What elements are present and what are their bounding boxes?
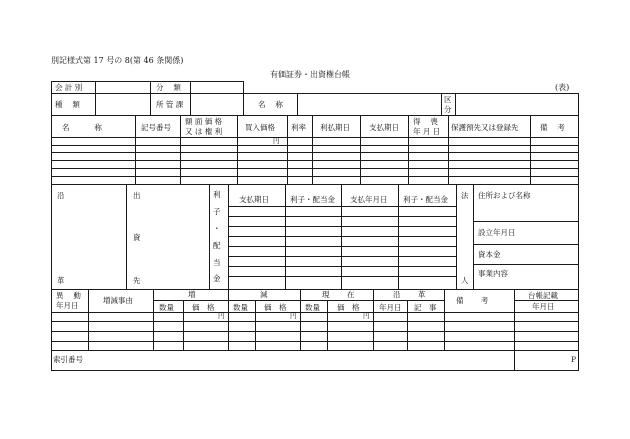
rule [228, 276, 456, 277]
rule [228, 289, 229, 350]
col-shihara: 支払期日 [369, 123, 399, 132]
rule [153, 289, 154, 350]
rule [135, 115, 136, 185]
rishi-char: 当 [213, 257, 221, 267]
sakuin-bango: 索引番号 [53, 355, 83, 364]
rule [327, 300, 328, 350]
col-rishi-haito-1: 利子・配当金 [290, 195, 335, 204]
rule [51, 184, 579, 185]
rule [287, 115, 288, 185]
enkaku-top: 沿 [57, 191, 65, 200]
rule [255, 300, 256, 350]
rule [51, 160, 579, 161]
sub-kakaku-gen: 価 格 [264, 303, 287, 312]
col-kigo: 記号番号 [141, 123, 171, 132]
rule [514, 300, 578, 301]
ido-1: 異 動 [56, 291, 81, 300]
rule [228, 246, 456, 247]
rule [448, 115, 449, 185]
rule [473, 221, 578, 222]
enkaku-bottom: 革 [57, 276, 65, 285]
rule [228, 256, 456, 257]
page-p: P [571, 355, 577, 364]
rule [51, 289, 579, 290]
corp-capital: 資本金 [478, 250, 501, 259]
rule [51, 81, 243, 82]
rule [51, 370, 579, 371]
shokan-label: 所 管 課 [156, 100, 184, 109]
sub-ymd: 年月日 [379, 303, 402, 312]
sub-kiji: 記 事 [414, 303, 437, 312]
col-kaire: 買入価格 [245, 123, 275, 132]
rule [153, 300, 444, 301]
zogen-jiyu: 増減事由 [103, 296, 133, 305]
daicho-1: 台帳記載 [528, 291, 558, 300]
rule [51, 176, 579, 177]
rule [297, 93, 298, 115]
meisho-label: 名 称 [258, 100, 283, 109]
sub-suryo-gen: 数量 [233, 303, 248, 312]
col-toku-2: 年 月 日 [413, 127, 441, 136]
yen-unit-zo: 円 [218, 312, 225, 320]
hojin-bottom: 人 [461, 276, 469, 285]
rule [578, 93, 579, 185]
rule [514, 289, 515, 370]
col-biko: 備 考 [540, 123, 565, 132]
rule [237, 115, 238, 185]
col-toku-1: 得 喪 [413, 117, 438, 126]
rule [530, 115, 531, 185]
rule [243, 81, 244, 115]
rishi-char: ・ [213, 223, 221, 233]
yen-unit-gen: 円 [290, 312, 297, 320]
rule [88, 289, 89, 350]
genzai-header: 現 在 [322, 290, 355, 299]
col-rate: 利率 [291, 123, 306, 132]
rule [228, 206, 456, 207]
rishi-char: 金 [213, 274, 221, 284]
form-id: 別記様式第 17 号の 8(第 46 条関係) [51, 56, 184, 65]
rule [51, 115, 579, 116]
sub-kakaku-zo: 価 格 [192, 303, 215, 312]
rule [51, 350, 579, 351]
kubun-label-1: 区 [444, 95, 452, 104]
side-label: (表) [555, 83, 570, 92]
rule [441, 93, 442, 115]
rule [578, 184, 579, 289]
rule [209, 184, 210, 289]
rishi-char: 子 [213, 206, 221, 216]
yen-unit-genzai: 円 [363, 312, 370, 320]
sub-suryo-zo: 数量 [159, 303, 174, 312]
sub-suryo-genzai: 数量 [305, 303, 320, 312]
rule [51, 168, 579, 169]
rishi-label [213, 191, 221, 283]
corp-address: 住所および名称 [478, 191, 531, 200]
col-shiharai-ymd: 支払年月日 [350, 195, 388, 204]
rule [190, 81, 191, 115]
rule [444, 289, 445, 350]
rule [51, 289, 52, 370]
rule [51, 321, 579, 322]
col-hogo: 保護預先又は登録先 [451, 123, 519, 132]
corp-established: 設立年月日 [478, 228, 516, 237]
kubun-label-2: 分 [444, 105, 452, 114]
rule [407, 300, 408, 350]
col-gakumen-1: 額 面 価 格 [185, 117, 223, 126]
corp-business: 事業内容 [478, 269, 508, 278]
rule [408, 115, 409, 185]
rule [312, 115, 313, 185]
rule [51, 341, 579, 342]
rule [51, 93, 579, 94]
rule [95, 81, 96, 115]
shusshisaki-2: 資 [133, 233, 141, 242]
rule [126, 184, 127, 289]
rule [473, 264, 578, 265]
rule [300, 289, 301, 350]
rule [373, 289, 374, 350]
rule [51, 145, 579, 146]
shurui-label: 種 類 [55, 100, 80, 109]
rule [180, 115, 181, 185]
rule [473, 244, 578, 245]
col-name: 名 称 [62, 123, 102, 132]
hojin-top: 法 [461, 191, 469, 200]
col-rishi-haito-2: 利子・配当金 [403, 195, 448, 204]
rishi-char: 配 [213, 240, 221, 250]
shusshisaki-1: 出 [133, 191, 141, 200]
yen-unit: 円 [273, 137, 280, 145]
rule [228, 236, 456, 237]
rule [51, 184, 52, 289]
col-shiharai-kijitsu: 支払期日 [239, 195, 269, 204]
rule [51, 152, 579, 153]
col-rihara: 利払期日 [320, 123, 350, 132]
rule [578, 289, 579, 370]
rule [51, 81, 52, 185]
shusshisaki-3: 先 [133, 276, 141, 285]
rishi-char: 利 [213, 190, 221, 199]
bunrui-label: 分 類 [156, 83, 181, 92]
rule [150, 81, 151, 115]
rule [51, 331, 579, 332]
biko-header: 備 考 [456, 296, 489, 305]
ido-2: 年月日 [56, 301, 79, 310]
rule [228, 216, 456, 217]
rule [228, 266, 456, 267]
rule [473, 184, 474, 289]
enkaku-header: 沿 革 [393, 290, 426, 299]
rule [360, 115, 361, 185]
rule [455, 93, 456, 115]
col-gakumen-2: 又 は 権 利 [185, 127, 223, 136]
rule [51, 312, 579, 313]
rule [51, 137, 579, 138]
kaikei-label: 会 計 別 [55, 83, 83, 92]
rule [228, 226, 456, 227]
gen-header: 減 [260, 290, 268, 299]
sub-kakaku-genzai: 価 格 [337, 303, 360, 312]
zo-header: 増 [188, 290, 196, 299]
rule [183, 300, 184, 350]
rule [456, 184, 457, 289]
form-title: 有価証券・出資権台帳 [270, 70, 350, 79]
daicho-2: 年月日 [532, 302, 555, 311]
